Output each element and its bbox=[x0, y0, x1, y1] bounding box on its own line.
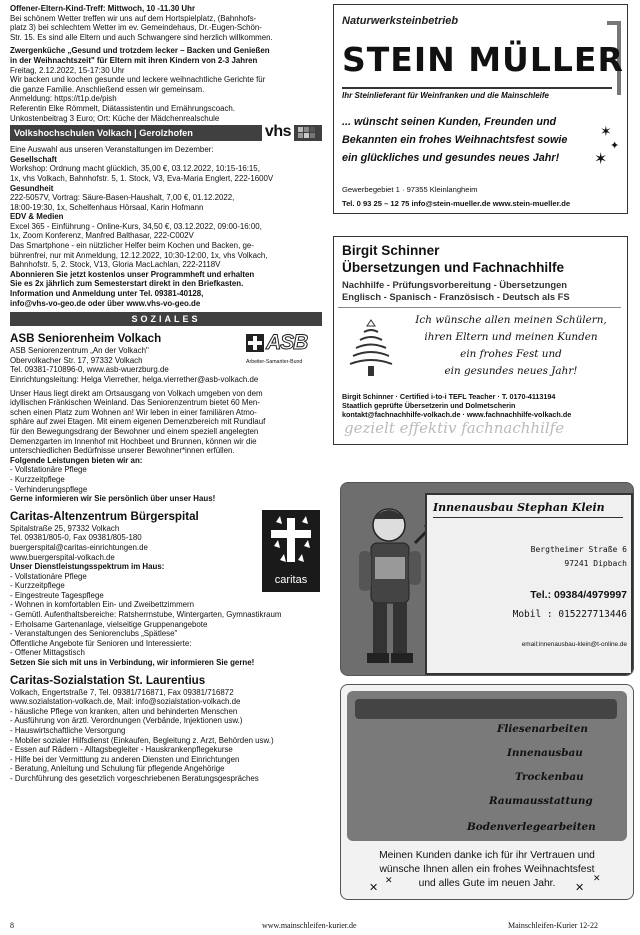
page-number: 8 bbox=[10, 921, 14, 930]
text-line: für den Bewegungsdrang der Bewohner und einem speziell angelegten bbox=[10, 426, 259, 436]
stein-greeting-line: ... wünscht seinen Kunden, Freunden und bbox=[342, 116, 557, 128]
text-line: - Erholsame Gartenanlage, vielseitige Gruppenangebote bbox=[10, 619, 208, 629]
text-line: Gesellschaft bbox=[10, 154, 57, 164]
text-line: Eine Auswahl aus unseren Veranstaltungen im Dezember: bbox=[10, 145, 214, 155]
vhs-header-title: Volkshochschulen Volkach | Gerolzhofen bbox=[14, 128, 193, 139]
schinner-greeting-line: ein frohes Fest und bbox=[460, 348, 562, 360]
vhs-events bbox=[10, 145, 322, 308]
caritas-logo bbox=[262, 510, 320, 592]
text-line: Tel. 09381/805-0, Fax 09381/805-180 bbox=[10, 533, 142, 543]
schinner-contact-line: Birgit Schinner · Certified i-to-i TEFL Teacher · T. 0170-4113194 bbox=[342, 392, 556, 401]
text-line: idyllischen Fränkischen Weinland. Das Seniorenzentrum bietet 60 Men- bbox=[10, 398, 260, 408]
schinner-greeting-line: ein gesundes neues Jahr! bbox=[444, 365, 578, 377]
klein-thanks-line: Meinen Kunden danke ich für ihr Vertrauen und bbox=[379, 850, 595, 861]
schinner-greeting-card bbox=[338, 307, 621, 388]
schinner-contact-line: Staatlich geprüfte Übersetzerin und Dolmetscherin bbox=[342, 401, 516, 411]
text-line: Spitalstraße 25, 97332 Volkach bbox=[10, 523, 120, 533]
text-line: Gesundheit bbox=[10, 183, 54, 193]
text-line: Bei schönem Wetter treffen wir uns auf dem Hortspielplatz, (Bahnhofs- bbox=[10, 13, 257, 23]
text-line: Workshop: Ordnung macht glücklich, 35,00 €, 03.12.2022, 10:15-16:15, bbox=[10, 164, 260, 174]
text-line: - Kurzzeitpflege bbox=[10, 581, 65, 591]
klein-service-item: Bodenverlegearbeiten bbox=[467, 821, 596, 833]
text-line: Str. 15. Es sind alle Eltern und auch Schwangere sind herzlich willkommen. bbox=[10, 32, 273, 42]
klein-service-item: Trockenbau bbox=[515, 771, 584, 783]
text-line: - Eingestreute Tagespflege bbox=[10, 590, 104, 600]
text-line: - Vollstationäre Pflege bbox=[10, 465, 87, 475]
text-line: Freitag, 2.12.2022, 15-17:30 Uhr bbox=[10, 65, 125, 75]
star-icon: ✕ bbox=[369, 882, 379, 894]
zwergenkueche bbox=[10, 46, 322, 123]
klein-service-item: Innenausbau bbox=[507, 747, 583, 759]
text-line: platz 3) bei schlechtem Wetter im ev. Gemeindehaus, Dr.-Eugen-Schön- bbox=[10, 23, 262, 33]
caritas-sozialstation-info bbox=[10, 688, 322, 784]
toolbox-illustration-icon bbox=[347, 691, 627, 841]
text-line: - Gemütl. Aufenthaltsbereiche: Ratsherrnstube, Wintergarten, Gymnastikraum bbox=[10, 610, 282, 620]
text-line: - Kurzzeitpflege bbox=[10, 474, 65, 484]
toolbox-lid bbox=[355, 699, 617, 719]
text-line: Folgende Leistungen bieten wir an: bbox=[10, 455, 143, 465]
left-column bbox=[10, 4, 322, 784]
text-line: - Beratung, Anleitung und Schulung für pflegende Angehörige bbox=[10, 764, 225, 774]
text-line: schen einen Platz zum Wohnen an! Wir leben in einer familiären Atmo- bbox=[10, 407, 257, 417]
star-icon: ✕ bbox=[593, 873, 601, 883]
caritas-buergerspital-title: Caritas-Altenzentrum Bürgerspital bbox=[10, 509, 199, 523]
asb-description bbox=[10, 389, 322, 504]
text-line: Einrichtungsleitung: Helga Vierrether, helga.vierrether@asb-volkach.de bbox=[10, 375, 259, 384]
text-line: Sie es 2x jährlich zum Semesterstart direkt in den Briefkasten. bbox=[10, 279, 244, 289]
soziales-header-bar: SOZIALES bbox=[10, 312, 322, 326]
vhs-logo: vhs bbox=[262, 122, 294, 142]
asb-title: ASB Seniorenheim Volkach bbox=[10, 332, 162, 346]
stein-address: Gewerbegebiet 1 · 97355 Kleinlangheim bbox=[342, 185, 478, 194]
schinner-greeting-line: Ich wünsche allen meinen Schülern, bbox=[415, 314, 607, 326]
text-line: 18:00-19:30, 1x, Schelfenhaus Hörsaal, Karin Hofmann bbox=[10, 202, 204, 212]
text-line: die ganze Familie. Anschließend essen wir gemeinsam. bbox=[10, 84, 205, 94]
stein-mueller-ad bbox=[333, 4, 628, 214]
vhs-header-bar bbox=[10, 125, 322, 141]
text-line: - Verhinderungspflege bbox=[10, 484, 88, 494]
text-line: Bahnhofstr. 5, 2. Stock, V13, Gloria MacLachlan, 222-2118V bbox=[10, 260, 221, 270]
text-line: 1x, Zoom Konferenz, Manfred Balthasar, 222-C002V bbox=[10, 231, 194, 241]
text-line: www.sozialstation-volkach.de, Mail: info@sozialstation-volkach.de bbox=[10, 697, 241, 707]
text-line: Gerne informieren wir Sie persönlich über unser Haus! bbox=[10, 494, 216, 504]
text-line: Abonnieren Sie jetzt kostenlos unser Programmheft und erhalten bbox=[10, 269, 255, 279]
asb-logo-letters: ASB bbox=[266, 331, 308, 355]
text-line: - Offener Mittagstisch bbox=[10, 648, 85, 658]
craftsman-illustration-icon bbox=[345, 503, 431, 673]
text-line: Anmeldung: https://t1p.de/pish bbox=[10, 94, 117, 104]
text-line: Obervolkacher Str. 17, 97332 Volkach bbox=[10, 355, 143, 365]
stein-greeting-line: ein glückliches und gesundes neues Jahr! bbox=[342, 152, 560, 164]
text-line: Unkostenbeitrag 3 Euro; Ort: Küche der Mädchenrealschule bbox=[10, 113, 220, 123]
klein-thanks-line: und alles Gute im neuen Jahr. bbox=[418, 878, 556, 889]
stein-company-name: STEIN MÜLLER bbox=[342, 40, 624, 79]
text-line: - Veranstaltungen des Seniorenclubs „Spätlese" bbox=[10, 629, 178, 639]
text-line: Tel. 09381-710896-0, www.asb-wuerzburg.de bbox=[10, 365, 169, 375]
star-icon: ✦ bbox=[610, 140, 620, 152]
text-line: EDV & Medien bbox=[10, 212, 64, 222]
schinner-greeting bbox=[402, 312, 620, 380]
samariter-cross-icon bbox=[246, 334, 264, 352]
text-line: - Mobiler sozialer Hilfsdienst (Einkaufen, Begleitung z. Arzt, Behörden usw.) bbox=[10, 735, 274, 745]
klein-business-card bbox=[340, 482, 634, 676]
text-line: Excel 365 - Einführung - Online-Kurs, 34,50 €, 03.12.2022, 09:00-16:00, bbox=[10, 221, 262, 231]
eltern-kind-treff bbox=[10, 4, 322, 42]
text-line: - Vollstationäre Pflege bbox=[10, 571, 87, 581]
caritas-sozialstation-title: Caritas-Sozialstation St. Laurentius bbox=[10, 673, 206, 687]
klein-service-item: Raumausstattung bbox=[489, 795, 593, 807]
klein-service-item: Fliesenarbeiten bbox=[497, 723, 588, 735]
stein-top-line: Naturwerksteinbetrieb bbox=[342, 15, 459, 27]
klein-city: 97241 Dipbach bbox=[564, 559, 627, 568]
stein-tagline: Ihr Steinlieferant für Weinfranken und die Mainschleife bbox=[342, 91, 549, 100]
schinner-name: Birgit Schinner bbox=[342, 243, 440, 258]
klein-sign bbox=[425, 493, 633, 675]
klein-email: email:innenausbau-klein@t-online.de bbox=[521, 641, 627, 648]
stein-contact: Tel. 0 93 25 – 12 75 info@stein-mueller.de www.stein-mueller.de bbox=[342, 199, 571, 208]
text-line: 222-5057V, Vortrag: Säure-Basen-Haushalt, 7,00 €, 01.12.2022, bbox=[10, 193, 235, 203]
text-line: www.buergerspital-volkach.de bbox=[10, 552, 115, 562]
stein-greeting bbox=[342, 113, 612, 167]
text-line: Öffentliche Angebote für Senioren und Interessierte: bbox=[10, 638, 192, 648]
caritas-sozialstation-section bbox=[10, 674, 322, 784]
text-line: bührenfrei, nur mit Anmeldung, 12.12.2022, 10:30-12:00, 1x, vhs Volkach, bbox=[10, 250, 268, 260]
text-line: buergerspital@caritas-einrichtungen.de bbox=[10, 542, 148, 552]
klein-mobile: Mobil : 015227713446 bbox=[512, 609, 627, 620]
caritas-flame-cross-icon bbox=[262, 510, 320, 576]
stein-divider bbox=[342, 87, 612, 89]
schinner-watermark: gezielt effektiv fachnachhilfe bbox=[344, 419, 565, 437]
footer-issue: Mainschleifen-Kurier 12-22 bbox=[508, 921, 598, 930]
text-line: Volkach, Engertstraße 7, Tel. 09381/716871, Fax 09381/716872 bbox=[10, 687, 234, 697]
star-icon: ✶ bbox=[594, 151, 608, 168]
schinner-services bbox=[342, 279, 570, 303]
text-line: Setzen Sie sich mit uns in Verbindung, wir informieren Sie gerne! bbox=[10, 658, 255, 668]
asb-section bbox=[10, 332, 322, 504]
text-line: Wir backen und kochen gesunde und leckere weihnachtliche Gerichte für bbox=[10, 75, 266, 85]
asb-logo-subtitle: Arbeiter-Samariter-Bund bbox=[246, 359, 303, 366]
caritas-buergerspital-section bbox=[10, 510, 322, 668]
caritas-logo-word: caritas bbox=[274, 573, 308, 586]
klein-street: Bergtheimer Straße 6 bbox=[530, 545, 627, 554]
text-line: 1x, vhs Volkach, Bahnhofstr. 5, 1. Stock, V3, Eva-Maria Englert, 222-1600V bbox=[10, 173, 274, 183]
schinner-greeting-line: ihren Eltern und meinen Kunden bbox=[424, 331, 598, 343]
text-line: ASB Seniorenzentrum „An der Volkach" bbox=[10, 346, 149, 356]
christmas-tree-icon bbox=[346, 316, 396, 380]
schinner-subtitle: Übersetzungen und Fachnachhilfe bbox=[342, 260, 565, 275]
schinner-contact-line: kontakt@fachnachhilfe-volkach.de · www.fachnachhilfe-volkach.de bbox=[342, 410, 572, 420]
klein-thanks-line: wünsche Ihnen allen ein frohes Weihnachtsfest bbox=[379, 864, 595, 875]
footer-url: www.mainschleifen-kurier.de bbox=[262, 921, 357, 930]
stein-greeting-line: Bekannten ein frohes Weihnachtsfest sowie bbox=[342, 134, 568, 146]
schinner-ad bbox=[333, 236, 628, 445]
vhs-logo-squares-icon bbox=[298, 127, 320, 139]
klein-phone: Tel.: 09384/4979997 bbox=[530, 589, 627, 601]
schinner-languages-line: Englisch - Spanisch - Französisch - Deutsch als FS bbox=[342, 291, 570, 302]
text-line: sphäre auf zwei Etagen. Mit einem eigenen Demenzbereich mit Rundlauf bbox=[10, 417, 266, 427]
text-line: - Durchführung des gesetzlich vorgeschriebenen Beratungsgespräches bbox=[10, 773, 259, 783]
text-line: info@vhs-vo-geo.de oder über www.vhs-vo-geo.de bbox=[10, 298, 201, 308]
asb-logo bbox=[246, 332, 320, 370]
text-line: Information und Anmeldung unter Tel. 09381-40128, bbox=[10, 289, 204, 299]
text-line: - Hilfe bei der Vermittlung zu anderen Diensten und Einrichtungen bbox=[10, 754, 240, 764]
text-line: - Hauswirtschaftliche Versorgung bbox=[10, 726, 126, 735]
klein-greeting-card bbox=[340, 684, 634, 900]
text-line: Das Smartphone - ein nützlicher Helfer beim Kochen und Backen, ge- bbox=[10, 241, 254, 251]
star-icon: ✕ bbox=[385, 875, 393, 885]
text-line: Zwergenküche „Gesund und trotzdem lecker – Backen und Genießen bbox=[10, 46, 270, 56]
text-line: Offener-Eltern-Kind-Treff: Mittwoch, 10 -11.30 Uhr bbox=[10, 4, 196, 13]
star-icon: ✶ bbox=[600, 123, 612, 139]
text-line: Referentin Elke Römmelt, Diätassistentin und Ernährungscoach. bbox=[10, 103, 235, 113]
text-line: - häusliche Pflege von kranken, alten und behinderten Menschen bbox=[10, 706, 238, 716]
text-line: unterschiedlichen Bedürfnisse unserer Bewohner*innen erfüllen. bbox=[10, 446, 235, 456]
schinner-services-line: Nachhilfe - Prüfungsvorbereitung - Übersetzungen bbox=[342, 279, 568, 290]
text-line: Unser Dienstleistungsspektrum im Haus: bbox=[10, 562, 165, 572]
text-line: in der Weihnachtszeit" für Eltern mit ihren Kindern von 2-3 Jahren bbox=[10, 55, 258, 65]
schinner-contact bbox=[342, 392, 571, 420]
klein-title: Innenausbau Stephan Klein bbox=[433, 501, 605, 514]
text-line: - Wohnen in komfortablen Ein- und Zweibettzimmern bbox=[10, 600, 195, 610]
text-line: - Essen auf Rädern - Alltagsbegleiter - Hauskrankenpflegekurse bbox=[10, 745, 233, 755]
text-line: - Ausführung von ärztl. Verordnungen (Verbände, Injektionen usw.) bbox=[10, 716, 243, 726]
text-line: Unser Haus liegt direkt am Ortsausgang von Volkach umgeben von dem bbox=[10, 388, 263, 398]
text-line: Demenzgarten im Innenhof mit Hochbeet und Brunnen, können wir die bbox=[10, 436, 257, 446]
star-icon: ✕ bbox=[575, 882, 585, 894]
